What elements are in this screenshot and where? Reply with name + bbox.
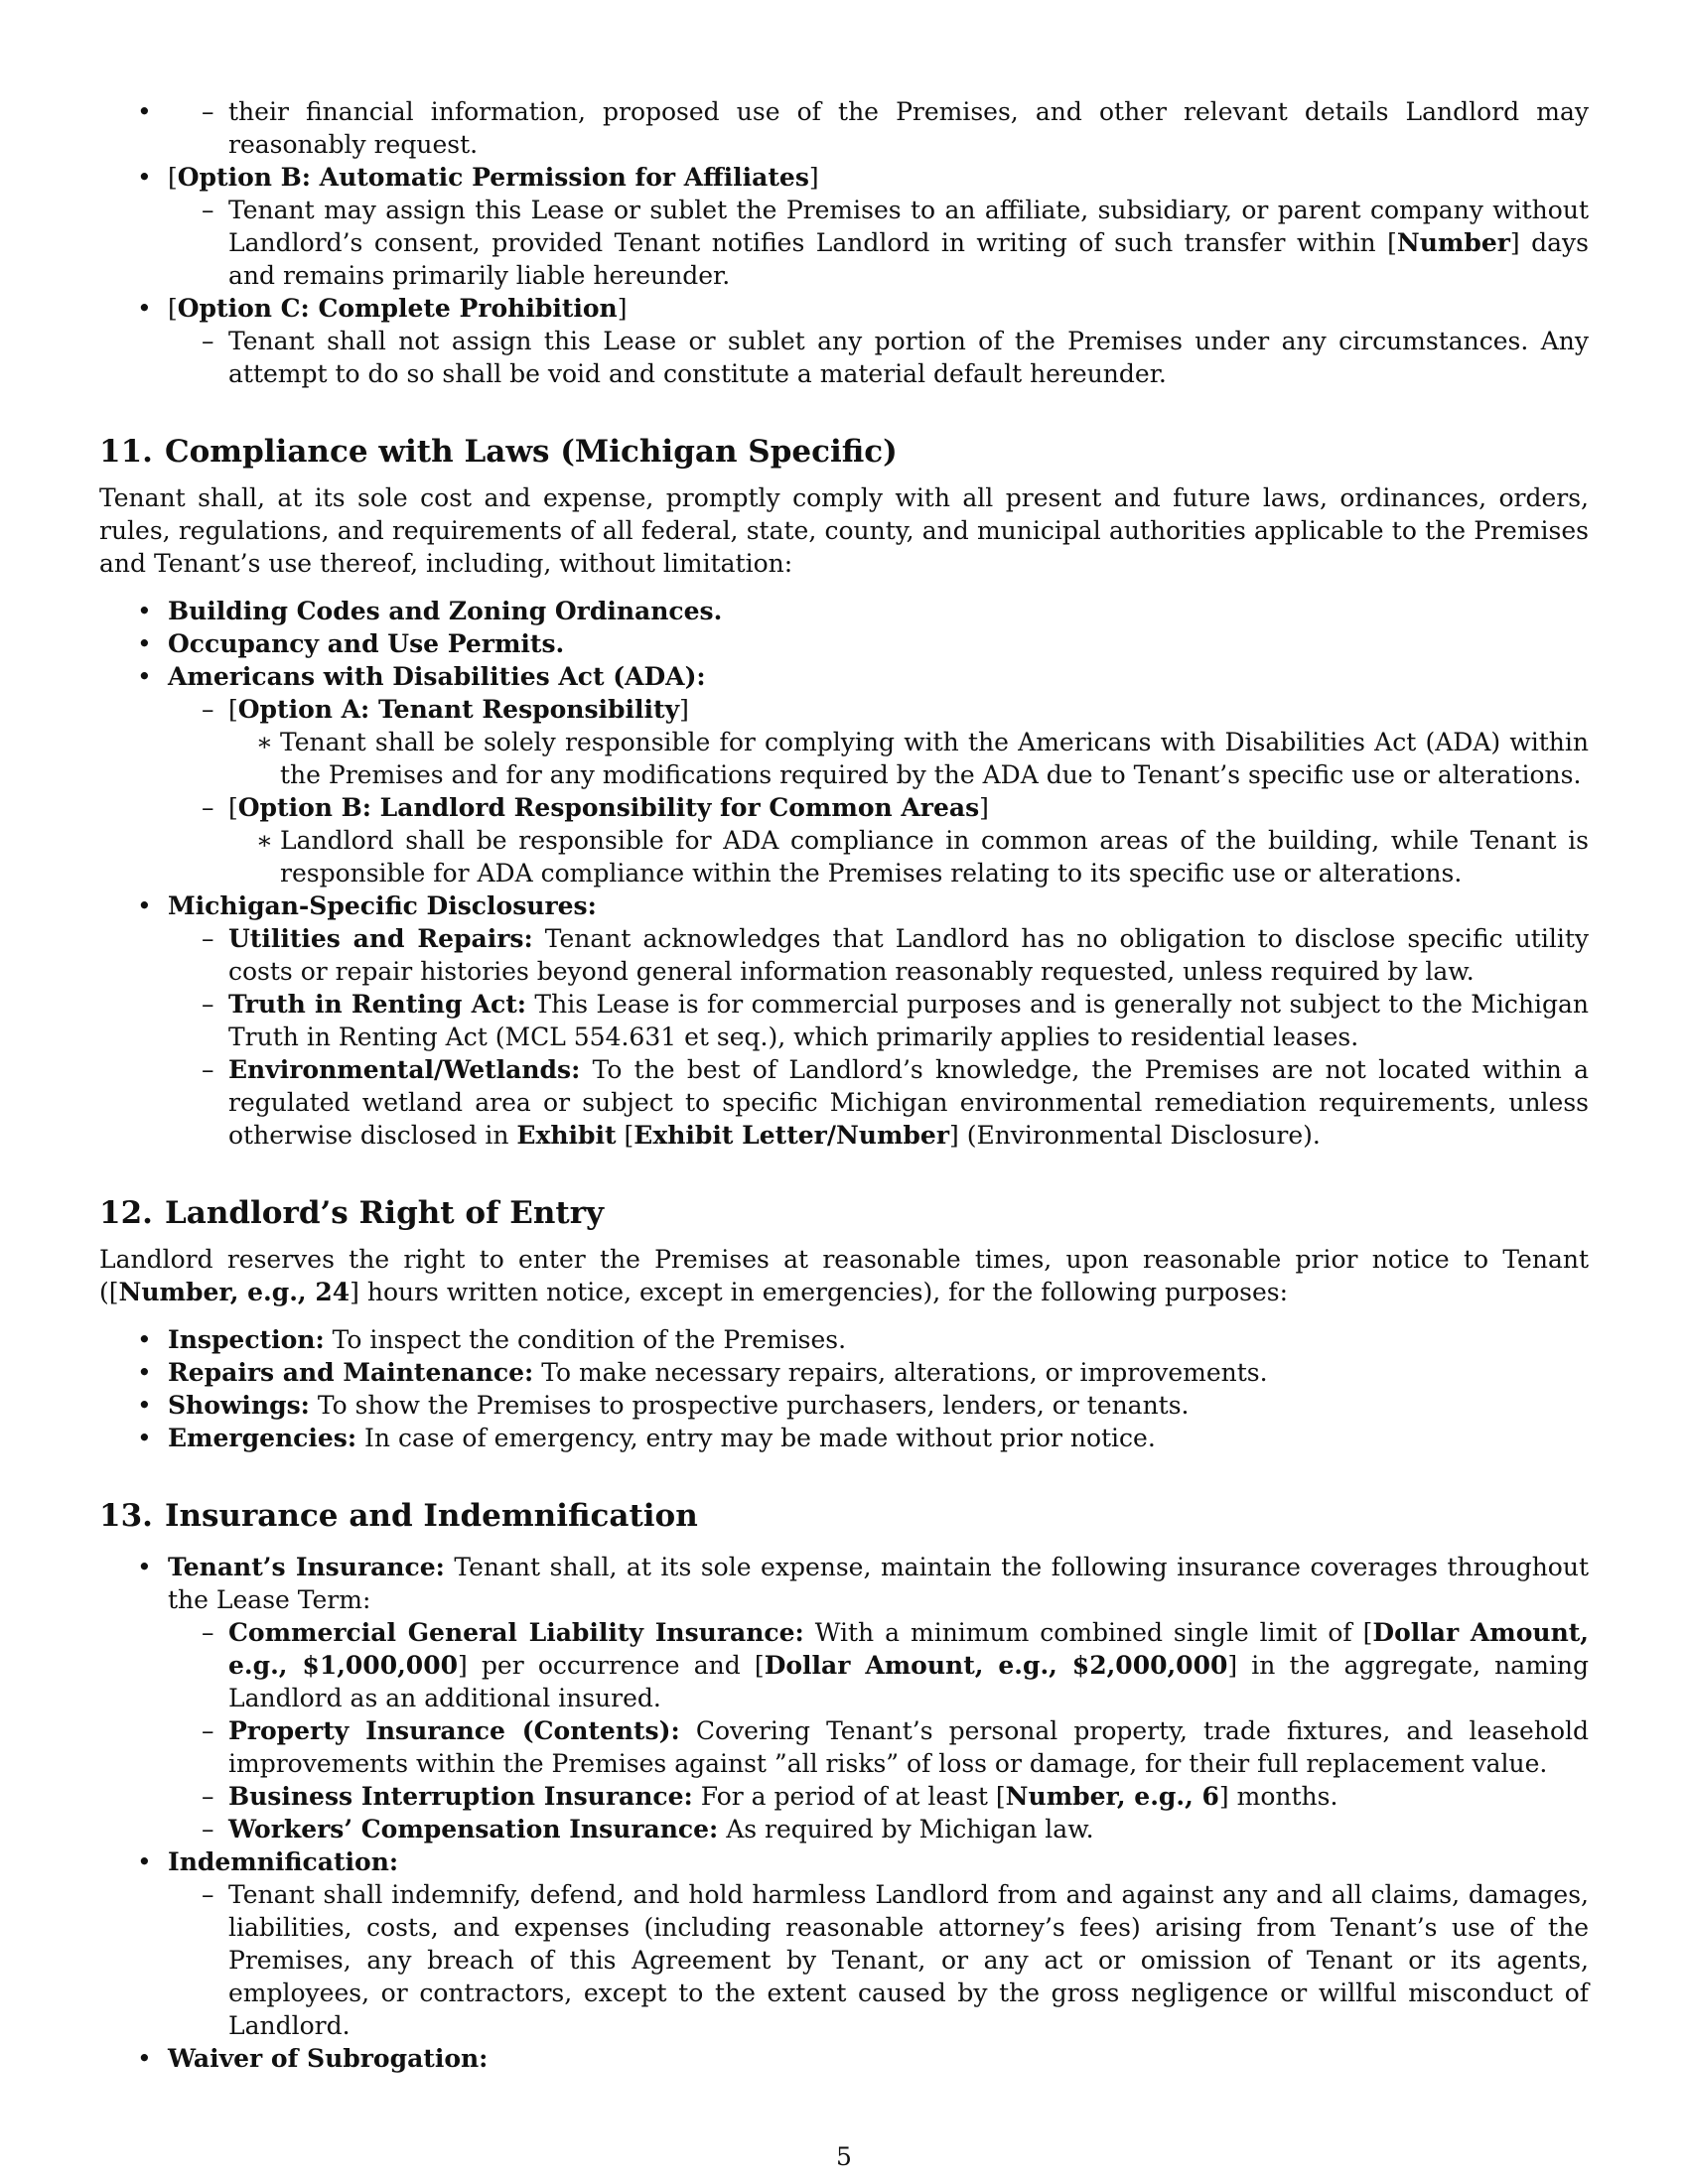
list-item: • Emergencies: In case of emergency, entry may be made without prior notice. <box>99 1422 1589 1454</box>
ada-item: • Americans with Disabilities Act (ADA): – [Option A: Tenant Responsibility] ∗ Tenant shall be solely responsible for complying with the Americans with Disabilities Act (ADA) within the Premises and for any modifications required by the ADA due to Tenant’s specific use or alterations. – [Option B: Landlord Responsibility for Common Areas] ∗ Landlord shall be responsible for ADA compliance in common areas of the building, while Tenant is responsible for ADA compliance within the Premises relating to its specific use or alterations. <box>99 660 1589 889</box>
ada-option-a-text: ∗ Tenant shall be solely responsible for complying with the Americans with Disabilities Act (ADA) within the Premises and for any modifications required by the ADA due to Tenant’s specific use or alterations. <box>228 726 1589 791</box>
list-item: • Repairs and Maintenance: To make necessary repairs, alterations, or improvements. <box>99 1356 1589 1389</box>
page-number: 5 <box>836 2142 852 2171</box>
tenant-insurance-item: • Tenant’s Insurance: Tenant shall, at its sole expense, maintain the following insurance coverages throughout the Lease Term: – Commercial General Liability Insurance: With a minimum combined single limit of [Dollar Amount, e.g., $1,000,000] per occurrence and [Dollar Amount, e.g., $2,000,000] in the aggregate, naming Landlord as an additional insured. – Property Insurance (Contents): Covering Tenant’s personal property, trade fixtures, and leasehold improvements within the Premises against ”all risks” of loss or damage, for their full replacement value. – Business Interruption Insurance: For a period of at least [Number, e.g., 6] months. – Workers’ Compensation Insurance: As required by Michigan law. <box>99 1551 1589 1845</box>
option-a-text-continued: – • their financial information, proposed use of the Premises, and other relevant details Landlord may reasonably request. <box>168 95 1589 161</box>
indemnification-item: • Indemnification: – Tenant shall indemnify, defend, and hold harmless Landlord from and against any and all claims, damages, liabilities, costs, and expenses (including reasonable attorney’s fees) arising from Tenant’s use of the Premises, any breach of this Agreement by Tenant, or any act or omission of Tenant or its agents, employees, or contractors, except to the extent caused by the gross negligence or willful misconduct of Landlord. <box>99 1845 1589 2042</box>
section-13-heading: 13. Insurance and Indemnification <box>99 1498 698 1534</box>
business-interruption-insurance: – Business Interruption Insurance: For a period of at least [Number, e.g., 6] months. <box>168 1780 1589 1813</box>
option-a-continuation <box>99 95 1589 161</box>
option-c-text: – Tenant shall not assign this Lease or sublet any portion of the Premises under any circumstances. Any attempt to do so shall be void and constitute a material default hereunder. <box>168 325 1589 390</box>
property-insurance: – Property Insurance (Contents): Covering Tenant’s personal property, trade fixtures, and leasehold improvements within the Premises against ”all risks” of loss or damage, for their full replacement value. <box>168 1714 1589 1780</box>
section-12-list <box>99 1323 1589 1454</box>
environmental-wetlands: – Environmental/Wetlands: To the best of Landlord’s knowledge, the Premises are not located within a regulated wetland area or subject to specific Michigan environmental remediation requirements, unless otherwise disclosed in Exhibit [Exhibit Letter/Number] (Environmental Disclosure). <box>168 1053 1589 1152</box>
list-item: • Occupancy and Use Permits. <box>99 627 1589 660</box>
section-13-list <box>99 1551 1589 2075</box>
michigan-disclosures-item: • Michigan-Specific Disclosures: – Utilities and Repairs: Tenant acknowledges that Landlord has no obligation to disclose specific utility costs or repair histories beyond general information reasonably requested, unless required by law. – Truth in Renting Act: This Lease is for commercial purposes and is generally not subject to the Michigan Truth in Renting Act (MCL 554.631 et seq.), which primarily applies to residential leases. – Environmental/Wetlands: To the best of Landlord’s knowledge, the Premises are not located within a regulated wetland area or subject to specific Michigan environmental remediation requirements, unless otherwise disclosed in Exhibit [Exhibit Letter/Number] (Environmental Disclosure). <box>99 889 1589 1152</box>
section-12-heading: 12. Landlord’s Right of Entry <box>99 1195 605 1231</box>
section-12-intro: Landlord reserves the right to enter the Premises at reasonable times, upon reasonable prior notice to Tenant ([Number, e.g., 24] hours written notice, except in emergencies), for the following purposes: <box>99 1245 1589 1306</box>
truth-in-renting: – Truth in Renting Act: This Lease is for commercial purposes and is generally not subject to the Michigan Truth in Renting Act (MCL 554.631 et seq.), which primarily applies to residential leases. <box>168 988 1589 1053</box>
indemnification-text: – Tenant shall indemnify, defend, and hold harmless Landlord from and against any and all claims, damages, liabilities, costs, and expenses (including reasonable attorney’s fees) arising from Tenant’s use of the Premises, any breach of this Agreement by Tenant, or any act or omission of Tenant or its agents, employees, or contractors, except to the extent caused by the gross negligence or willful misconduct of Landlord. <box>168 1878 1589 2042</box>
list-item: • Inspection: To inspect the condition of the Premises. <box>99 1323 1589 1356</box>
option-b-text: – Tenant may assign this Lease or sublet the Premises to an affiliate, subsidiary, or parent company without Landlord’s consent, provided Tenant notifies Landlord in writing of such transfer within [Number] days and remains primarily liable hereunder. <box>168 194 1589 292</box>
section-10-continuation <box>99 95 1589 390</box>
ada-option-b: – [Option B: Landlord Responsibility for Common Areas] ∗ Landlord shall be responsible for ADA compliance in common areas of the building, while Tenant is responsible for ADA compliance within the Premises relating to its specific use or alterations. <box>168 791 1589 889</box>
list-item: • Showings: To show the Premises to prospective purchasers, lenders, or tenants. <box>99 1389 1589 1422</box>
utilities-repairs: – Utilities and Repairs: Tenant acknowledges that Landlord has no obligation to disclose specific utility costs or repair histories beyond general information reasonably requested, unless required by law. <box>168 922 1589 988</box>
cgl-insurance: – Commercial General Liability Insurance: With a minimum combined single limit of [Dollar Amount, e.g., $1,000,000] per occurrence and [Dollar Amount, e.g., $2,000,000] in the aggregate, naming Landlord as an additional insured. <box>168 1616 1589 1714</box>
waiver-of-subrogation-item: • Waiver of Subrogation: <box>99 2042 1589 2075</box>
ada-option-b-text: ∗ Landlord shall be responsible for ADA compliance in common areas of the building, while Tenant is responsible for ADA compliance within the Premises relating to its specific use or alterations. <box>228 824 1589 889</box>
option-b-label: Option B: Automatic Permission for Affiliates <box>177 163 809 192</box>
section-11-intro: Tenant shall, at its sole cost and expense, promptly comply with all present and future laws, ordinances, orders, rules, regulations, and requirements of all federal, state, county, and municipal authorities applicable to the Premises and Tenant’s use thereof, including, without limitation: <box>99 483 1589 578</box>
option-c-label: Option C: Complete Prohibition <box>177 294 618 323</box>
assignment-options-list <box>99 95 1589 390</box>
workers-compensation-insurance: – Workers’ Compensation Insurance: As required by Michigan law. <box>168 1813 1589 1845</box>
ada-option-a: – [Option A: Tenant Responsibility] ∗ Tenant shall be solely responsible for complying with the Americans with Disabilities Act (ADA) within the Premises and for any modifications required by the ADA due to Tenant’s specific use or alterations. <box>168 693 1589 791</box>
section-11-list <box>99 595 1589 1152</box>
option-c-item: • [Option C: Complete Prohibition] – Tenant shall not assign this Lease or sublet any portion of the Premises under any circumstances. Any attempt to do so shall be void and constitute a material default hereunder. <box>99 292 1589 390</box>
option-b-item: • [Option B: Automatic Permission for Affiliates] – Tenant may assign this Lease or sublet the Premises to an affiliate, subsidiary, or parent company without Landlord’s consent, provided Tenant notifies Landlord in writing of such transfer within [Number] days and remains primarily liable hereunder. <box>99 161 1589 292</box>
section-11-heading: 11. Compliance with Laws (Michigan Specific) <box>99 434 898 470</box>
list-item: • Building Codes and Zoning Ordinances. <box>99 595 1589 627</box>
